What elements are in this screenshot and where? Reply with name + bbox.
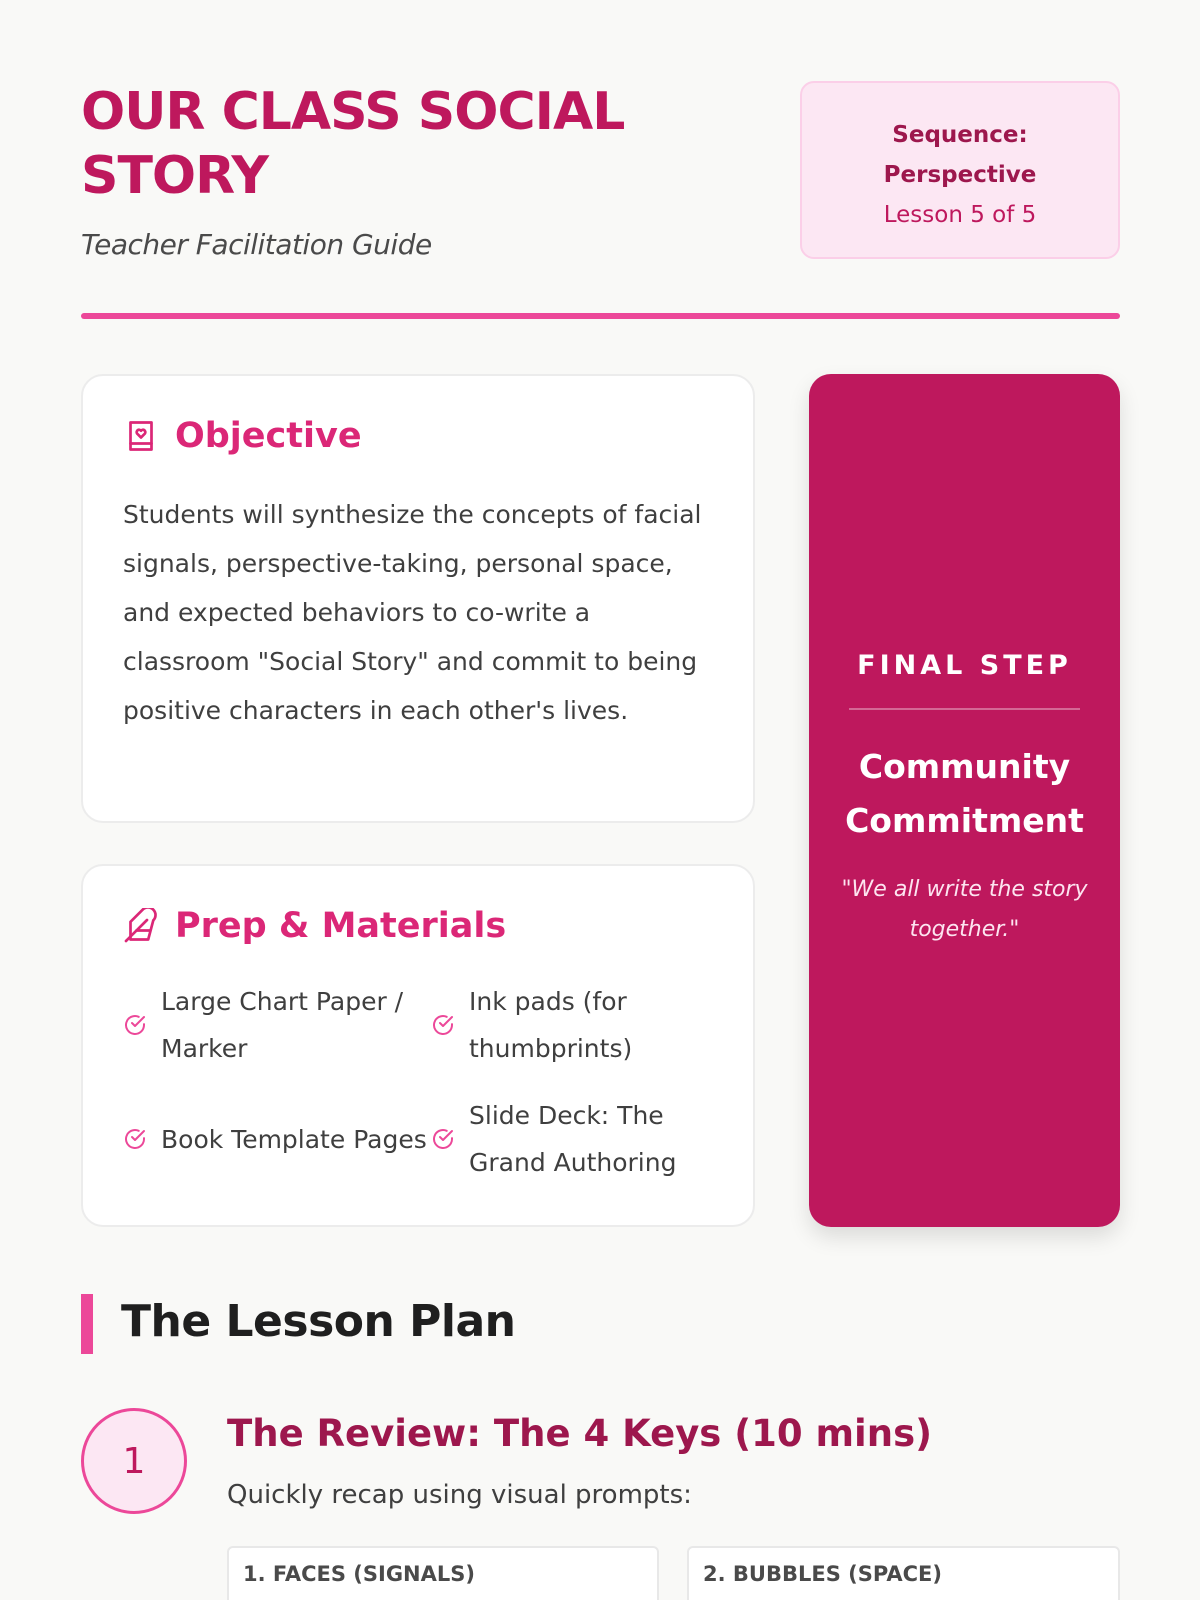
final-step-title: Community Commitment [845,747,1084,840]
final-step-panel [809,374,1120,1227]
check-circle-icon [431,1127,455,1151]
page-subtitle: Teacher Facilitation Guide [81,228,432,261]
materials-list [123,978,723,1186]
check-circle-icon [123,1127,147,1151]
feather-icon [123,908,159,944]
step-title: The Review: The 4 Keys (10 mins) [227,1412,933,1455]
material-item [123,1092,431,1186]
material-label: Book Template Pages [161,1124,427,1154]
material-item [431,1092,723,1186]
section-accent-bar [81,1294,93,1354]
check-circle-icon [431,1013,455,1037]
final-step-label: FINAL STEP [857,650,1072,681]
final-step-quote: "We all write the story together." [841,877,1088,942]
book-heart-icon [123,418,159,454]
objective-heading [123,416,362,456]
final-step-divider [849,708,1080,710]
material-item [123,978,431,1072]
prep-materials-card [81,864,755,1227]
sequence-badge [800,81,1120,259]
material-item [431,978,723,1072]
objective-heading-text: Objective [175,416,362,456]
key-card-bubbles: 2. BUBBLES (SPACE) [687,1546,1120,1600]
check-circle-icon [123,1013,147,1037]
objective-card [81,374,755,823]
material-label: Large Chart Paper / Marker [161,987,404,1063]
prep-heading-text: Prep & Materials [175,906,507,946]
sequence-name: Perspective [883,162,1037,188]
objective-text: Students will synthesize the concepts of facial signals, perspective-taking, personal space, and expected behaviors to co-write a classroom "Social Story" and commit to being positive characters in each other's lives. [123,500,702,725]
key-card-faces: 1. FACES (SIGNALS) [227,1546,659,1600]
sequence-label: Sequence: [892,122,1028,148]
material-label: Ink pads (for thumbprints) [469,987,633,1063]
step-number-badge: 1 [81,1408,187,1514]
lesson-plan-heading: The Lesson Plan [121,1296,516,1347]
step-description: Quickly recap using visual prompts: [227,1480,692,1510]
lesson-counter: Lesson 5 of 5 [883,202,1037,228]
header-divider [81,313,1120,319]
facilitation-guide-page [81,0,1120,1600]
material-label: Slide Deck: The Grand Authoring [469,1101,677,1177]
prep-heading [123,906,506,946]
page-title: OUR CLASS SOCIAL STORY [81,82,625,206]
